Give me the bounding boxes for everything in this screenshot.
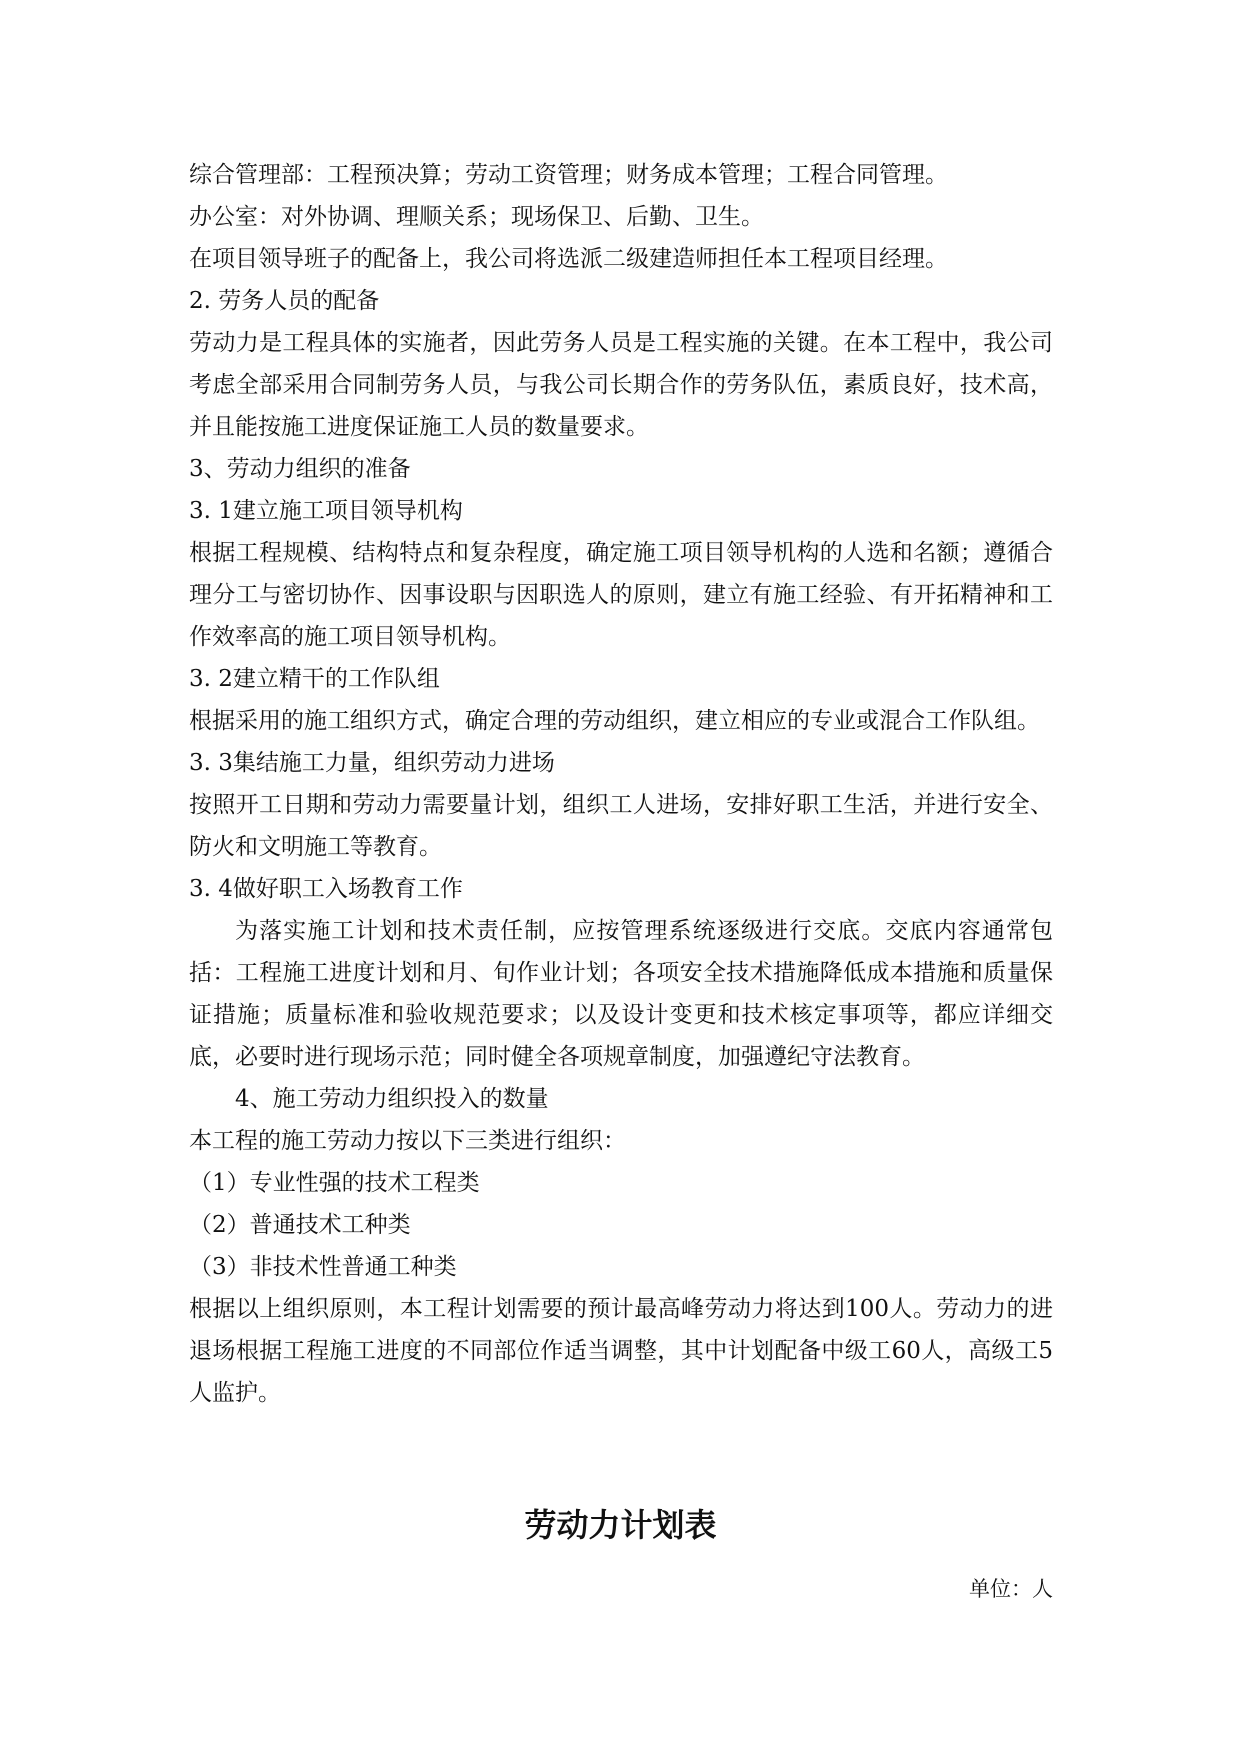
paragraph: 根据以上组织原则，本工程计划需要的预计最高峰劳动力将达到100人。劳动力的进退场根据工程施工进度的不同部位作适当调整，其中计划配备中级工60人，高级工5人监护。 — [189, 1296, 1053, 1406]
subsection-heading: 3. 3集结施工力量，组织劳动力进场 — [189, 750, 555, 776]
list-item: （2）普通技术工种类 — [189, 1212, 411, 1238]
paragraph: 综合管理部：工程预决算；劳动工资管理；财务成本管理；工程合同管理。 — [189, 162, 948, 188]
list-item: （3）非技术性普通工种类 — [189, 1254, 457, 1280]
section-heading: 3、劳动力组织的准备 — [189, 456, 411, 482]
paragraph: 为落实施工计划和技术责任制，应按管理系统逐级进行交底。交底内容通常包括：工程施工进度计划和月、旬作业计划；各项安全技术措施降低成本措施和质量保证措施；质量标准和验收规范要求；以及设计变更和技术核定事项等，都应详细交底，必要时进行现场示范；同时健全各项规章制度，加强遵纪守法教育。 — [189, 918, 1053, 1070]
paragraph: 本工程的施工劳动力按以下三类进行组织： — [189, 1128, 626, 1154]
subsection-heading: 3. 4做好职工入场教育工作 — [189, 876, 463, 902]
paragraph: 劳动力是工程具体的实施者，因此劳务人员是工程实施的关键。在本工程中，我公司考虑全部采用合同制劳务人员，与我公司长期合作的劳务队伍，素质良好，技术高，并且能按施工进度保证施工人员的数量要求。 — [189, 330, 1053, 440]
list-item: （1）专业性强的技术工程类 — [189, 1170, 480, 1196]
subsection-heading: 3. 2建立精干的工作队组 — [189, 666, 440, 692]
paragraph: 办公室：对外协调、理顺关系；现场保卫、后勤、卫生。 — [189, 204, 764, 230]
unit-label: 单位：人 — [969, 1577, 1053, 1601]
paragraph: 根据采用的施工组织方式，确定合理的劳动组织，建立相应的专业或混合工作队组。 — [189, 708, 1040, 734]
body-text — [189, 154, 1053, 1414]
section-heading: 4、施工劳动力组织投入的数量 — [235, 1086, 549, 1112]
paragraph: 根据工程规模、结构特点和复杂程度，确定施工项目领导机构的人选和名额；遵循合理分工与密切协作、因事设职与因职选人的原则，建立有施工经验、有开拓精神和工作效率高的施工项目领导机构。 — [189, 540, 1053, 650]
table-title: 劳动力计划表 — [524, 1506, 717, 1544]
paragraph: 在项目领导班子的配备上，我公司将选派二级建造师担任本工程项目经理。 — [189, 246, 948, 272]
section-heading: 2. 劳务人员的配备 — [189, 288, 380, 314]
paragraph: 按照开工日期和劳动力需要量计划，组织工人进场，安排好职工生活，并进行安全、防火和文明施工等教育。 — [189, 792, 1053, 860]
subsection-heading: 3. 1建立施工项目领导机构 — [189, 498, 463, 524]
